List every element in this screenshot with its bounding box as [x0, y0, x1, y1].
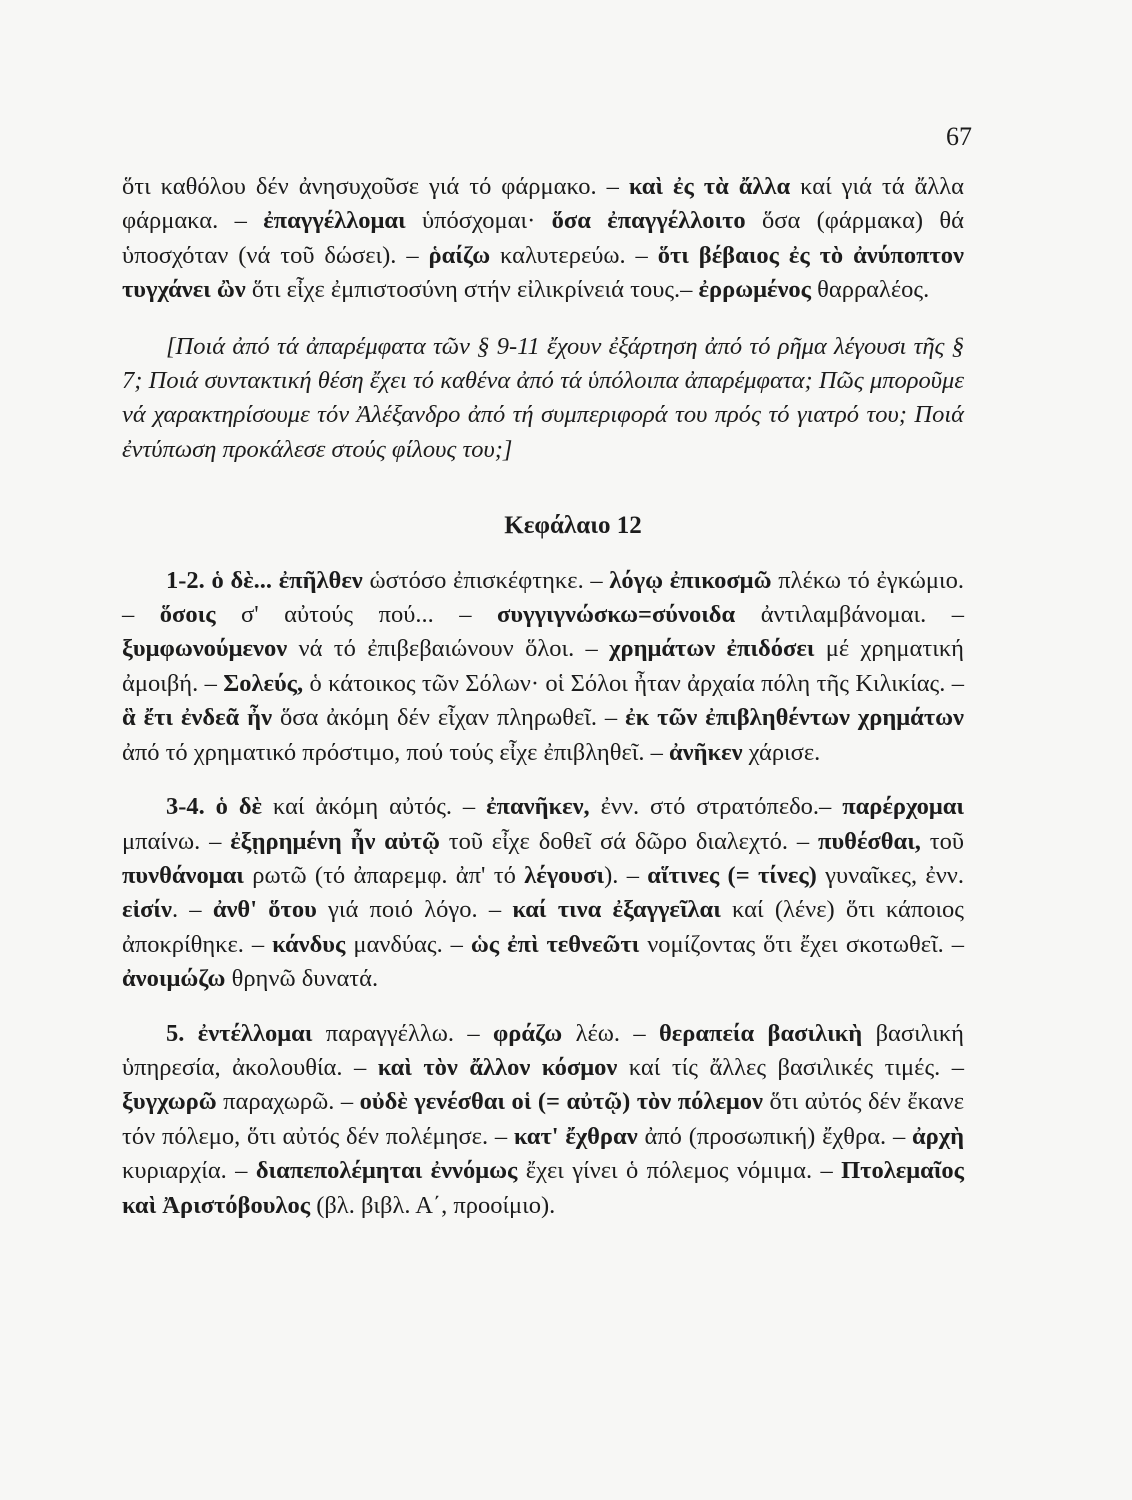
gloss-text: ). –: [604, 861, 648, 889]
chapter-title: Κεφάλαιο 12: [504, 512, 642, 540]
gloss-text: ὑπόσχομαι·: [405, 207, 552, 235]
page-body: [122, 170, 964, 1223]
headword: ἐπανῆκεν,: [486, 793, 590, 821]
headword: Σολεύς,: [223, 669, 304, 697]
headword: 1-2. ὁ δὲ... ἐπῆλθεν: [166, 566, 363, 594]
headword: παρέρχομαι: [842, 793, 965, 821]
headword: οὐδὲ γενέσθαι οἱ (= αὐτῷ) τὸν πόλεμον: [359, 1088, 763, 1116]
headword: ἀνθ' ὅτου: [212, 896, 317, 924]
gloss-text: ὅσα ἀκόμη δέν εἶχαν πληρωθεῖ. –: [272, 704, 626, 732]
gloss-text: γυναῖκες, ἐνν.: [816, 861, 964, 889]
gloss-text: ἀντιλαμβάνομαι. –: [735, 601, 964, 629]
gloss-text: σ' αὐτούς πού... –: [215, 601, 497, 629]
headword: καί τινα ἐξαγγεῖλαι: [512, 896, 721, 924]
gloss-text: γιά ποιό λόγο. –: [316, 896, 513, 924]
gloss-text: χάρισε.: [742, 738, 821, 766]
gloss-text: λέω. –: [562, 1019, 659, 1047]
headword: ὅσοις: [159, 601, 216, 629]
gloss-text: ἔχει γίνει ὁ πόλεμος νόμιμα. –: [517, 1157, 842, 1185]
gloss-text: καί (λένε) ὅτι κάποιος ἀποκρίθηκε. –: [122, 896, 965, 958]
headword: ἀνῆκεν: [668, 738, 743, 766]
gloss-text: . –: [171, 896, 213, 924]
headword: λέγουσι: [524, 861, 605, 889]
gloss-text: κυριαρχία. –: [122, 1157, 256, 1185]
gloss-text: νομίζοντας ὅτι ἔχει σκοτωθεῖ. –: [639, 930, 964, 958]
gloss-text: ὅσα (φάρμακα) θά ὑποσχόταν (νά τοῦ δώσει). –: [122, 207, 965, 269]
gloss-text: ἐνν. στό στρατόπεδο.–: [589, 793, 843, 821]
glossary-section-3-4: [122, 790, 964, 996]
headword: 5. ἐντέλλομαι: [166, 1019, 313, 1047]
headword: χρημάτων ἐπιδόσει: [609, 635, 815, 663]
glossary-section-5: [122, 1017, 964, 1223]
gloss-text: πλέκω τό ἐγκώμιο. –: [122, 566, 964, 629]
gloss-text: μπαίνω. –: [122, 827, 231, 855]
headword: ξυγχωρῶ: [122, 1088, 217, 1116]
headword: 3-4. ὁ δὲ: [166, 793, 263, 821]
glossary-section-1-2: [122, 564, 964, 770]
gloss-text: παραχωρῶ. –: [216, 1088, 360, 1116]
headword: φράζω: [492, 1019, 563, 1047]
gloss-text: καλυτερεύω. –: [490, 241, 658, 269]
gloss-text: τοῦ εἶχε δοθεῖ σά δῶρο διαλεχτό. –: [439, 827, 819, 855]
page-number: 67: [946, 122, 972, 151]
gloss-text: ὡστόσο ἐπισκέφτηκε. –: [362, 566, 610, 594]
headword: κατ' ἔχθραν: [513, 1122, 638, 1150]
gloss-text: ἀπό τό χρηματικό πρόστιμο, πού τούς εἶχε ἐπιβληθεῖ. –: [122, 738, 669, 766]
headword: ἃ ἔτι ἐνδεᾶ ἦν: [122, 704, 273, 732]
headword: εἰσίν: [122, 896, 172, 924]
headword: πυθέσθαι,: [818, 827, 921, 855]
headword: ἐπαγγέλλομαι: [263, 207, 406, 235]
gloss-text: νά τό ἐπιβεβαιώνουν ὅλοι. –: [287, 635, 610, 663]
headword: ὡς ἐπὶ τεθνεῶτι: [470, 930, 640, 958]
headword: ἐκ τῶν ἐπιβληθέντων χρημάτων: [625, 704, 964, 732]
headword: αἵτινες (= τίνες): [647, 861, 817, 889]
gloss-text: καί γιά τά ἄλλα φάρμακα. –: [122, 173, 964, 235]
gloss-text: καί τίς ἄλλες βασιλικές τιμές. –: [617, 1053, 965, 1081]
headword: ἀρχὴ: [911, 1122, 964, 1150]
headword: συγγιγνώσκω=σύνοιδα: [497, 601, 736, 629]
headword: ξυμφωνούμενον: [122, 635, 288, 663]
headword: ἐρρωμένος: [698, 276, 812, 304]
headword: ῥαίζω: [428, 241, 491, 269]
headword: καὶ ἐς τὰ ἄλλα: [628, 173, 791, 200]
gloss-text: θρηνῶ δυνατά.: [225, 965, 379, 993]
headword: Πτολεμαῖος καὶ Ἀριστόβουλος: [122, 1157, 964, 1219]
headword: κάνδυς: [272, 930, 346, 958]
gloss-text: παραγγέλλω. –: [312, 1019, 493, 1047]
gloss-text: τοῦ: [920, 827, 964, 855]
gloss-text: ἀπό (προσωπική) ἔχθρα. –: [637, 1122, 912, 1150]
gloss-text: καί ἀκόμη αὐτός. –: [262, 793, 487, 821]
headword: λόγῳ ἐπικοσμῶ: [609, 566, 772, 594]
gloss-text: θαρραλέος.: [811, 276, 930, 304]
headword: διαπεπολέμηται ἐννόμως: [255, 1157, 518, 1185]
headword: καὶ τὸν ἄλλον κόσμον: [377, 1053, 618, 1081]
gloss-text: ὅτι καθόλου δέν ἀνησυχοῦσε γιά τό φάρμακο. –: [122, 173, 629, 200]
headword: ἀνοιμώζω: [122, 965, 226, 993]
headword: ὅτι βέβαιος ἐς τὸ ἀνύποπτον τυγχάνει ὢν: [122, 241, 964, 304]
gloss-text: ὁ κάτοικος τῶν Σόλων· οἱ Σόλοι ἦταν ἀρχαία πόλη τῆς Κιλικίας. –: [303, 669, 964, 697]
headword: πυνθάνομαι: [122, 861, 244, 889]
headword: ὅσα ἐπαγγέλλοιτο: [551, 207, 746, 235]
gloss-text: ὅτι εἶχε ἐμπιστοσύνη στήν εἰλικρίνειά τους.–: [245, 276, 699, 304]
study-questions: [Ποιά ἀπό τά ἀπαρέμφατα τῶν § 9-11 ἔχουν ἐξάρτηση ἀπό τό ρῆμα λέγουσι τῆς § 7; Ποιά συντακτική θέση ἔχει τό καθένα ἀπό τά ὑπόλοιπα ἀπαρέμφατα; Πῶς μποροῦμε νά χαρακτηρίσουμε τόν Ἀλέξανδρο ἀπό τή συμπεριφορά του πρός τό γιατρό του; Ποιά ἐντύπωση προκάλεσε στούς φίλους του;]: [122, 332, 964, 463]
headword: ἐξῃρημένη ἦν αὐτῷ: [230, 827, 440, 855]
gloss-text: ὅτι αὐτός δέν ἔκανε τόν πόλεμο, ὅτι αὐτός δέν πολέμησε. –: [122, 1088, 965, 1150]
gloss-text: ρωτῶ (τό ἀπαρεμφ. ἀπ' τό: [243, 861, 525, 889]
headword: θεραπεία βασιλικὴ: [658, 1019, 863, 1047]
glossary-paragraph-continued: [122, 170, 964, 308]
gloss-text: (βλ. βιβλ. Α΄, προοίμιο).: [310, 1191, 556, 1219]
gloss-text: μέ χρηματική ἀμοιβή. –: [122, 635, 964, 697]
gloss-text: βασιλική ὑπηρεσία, ἀκολουθία. –: [122, 1019, 964, 1081]
gloss-text: μανδύας. –: [345, 930, 471, 958]
